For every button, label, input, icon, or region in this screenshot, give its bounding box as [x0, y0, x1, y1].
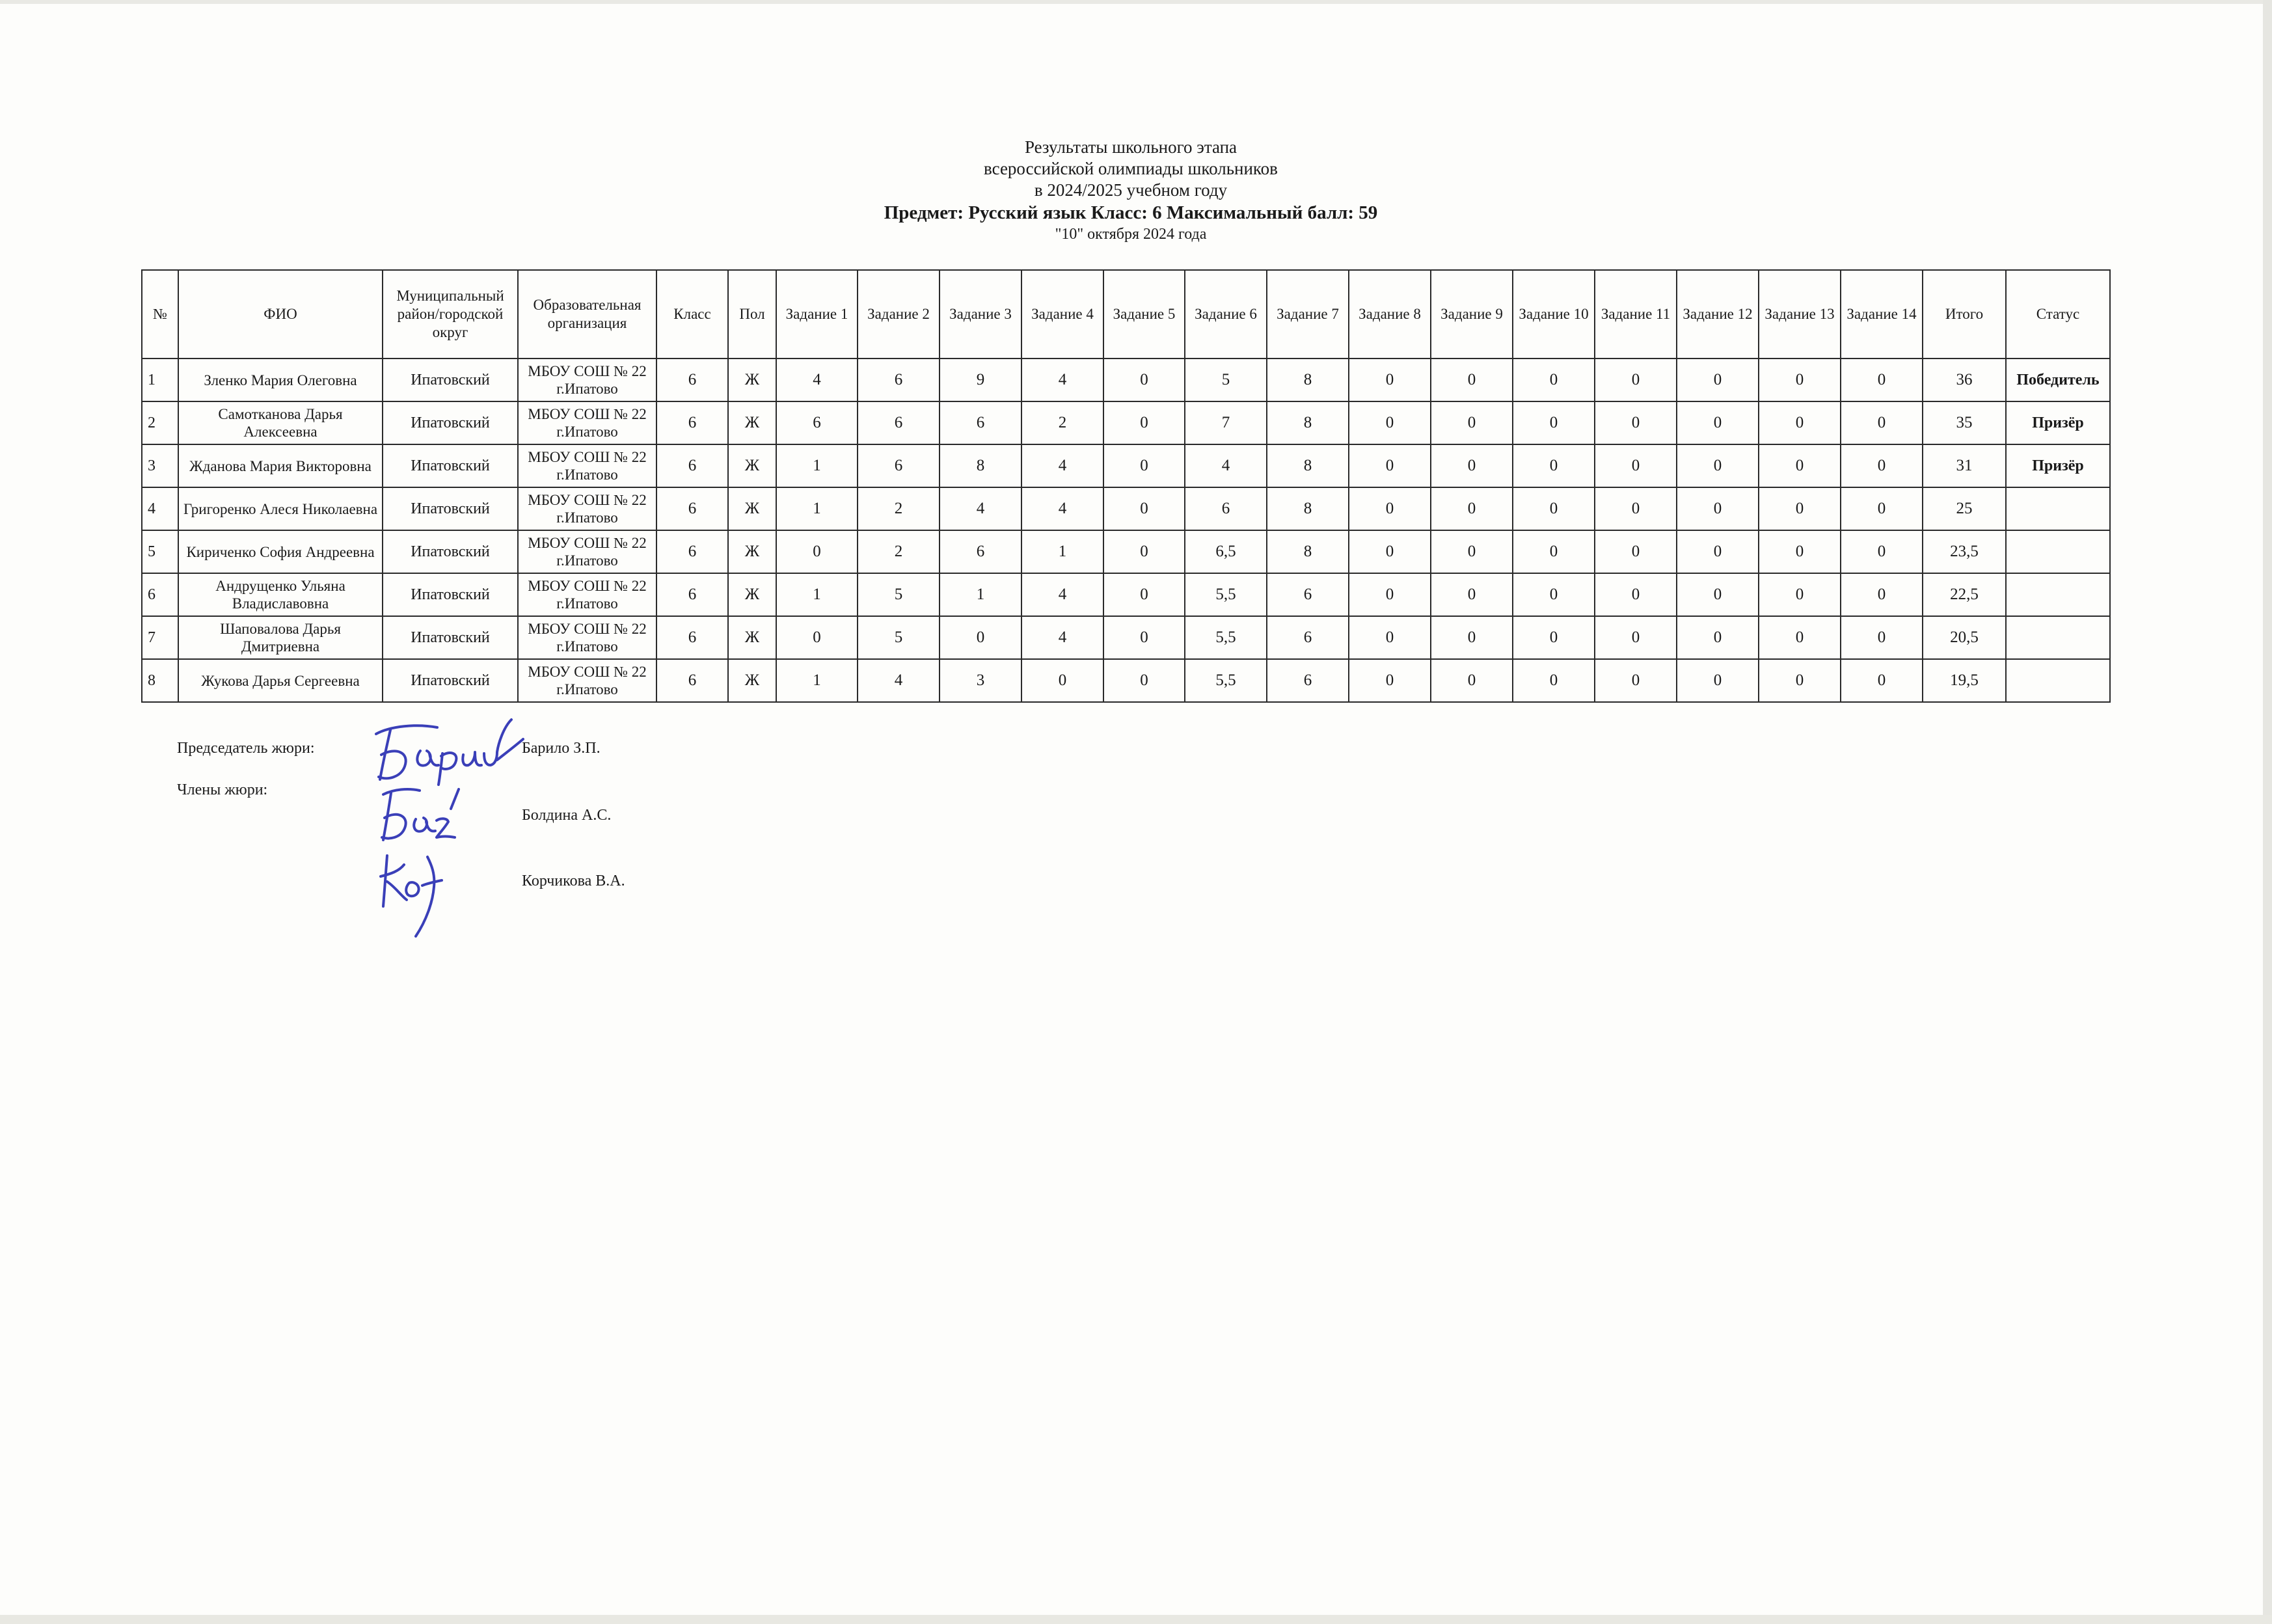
task-score-cell: 0: [1103, 487, 1185, 530]
task-score-cell: 0: [1431, 401, 1513, 444]
sex-cell: Ж: [728, 616, 776, 659]
header-line-3: в 2024/2025 учебном году: [1034, 180, 1228, 200]
task-score-cell: 6: [858, 359, 940, 401]
task-score-cell: 0: [1349, 444, 1431, 487]
task-score-cell: 6,5: [1185, 530, 1267, 573]
row-number-cell: 3: [142, 444, 178, 487]
task-score-cell: 4: [940, 487, 1021, 530]
task-score-cell: 0: [1103, 659, 1185, 702]
task-score-cell: 4: [1021, 487, 1103, 530]
sex-cell: Ж: [728, 359, 776, 401]
table-row: [142, 359, 2110, 401]
task-score-cell: 0: [1513, 401, 1595, 444]
task-score-cell: 0: [1595, 487, 1677, 530]
task-score-cell: 0: [1513, 530, 1595, 573]
task-score-cell: 0: [1513, 659, 1595, 702]
grade-cell: 6: [656, 444, 728, 487]
task-score-cell: 0: [1841, 616, 1923, 659]
column-header: ФИО: [178, 270, 383, 359]
district-cell: Ипатовский: [383, 401, 518, 444]
task-score-cell: 0: [1349, 487, 1431, 530]
task-score-cell: 0: [1431, 444, 1513, 487]
task-score-cell: 0: [1677, 444, 1759, 487]
grade-cell: 6: [656, 359, 728, 401]
row-number-cell: 4: [142, 487, 178, 530]
task-score-cell: 0: [1103, 616, 1185, 659]
task-score-cell: 0: [1103, 573, 1185, 616]
task-score-cell: 1: [940, 573, 1021, 616]
member-1-signature-icon: [374, 783, 465, 848]
organization-cell: МБОУ СОШ № 22 г.Ипатово: [518, 359, 656, 401]
jury-chair-name: Барило З.П.: [522, 740, 601, 757]
task-score-cell: 0: [1759, 659, 1841, 702]
task-score-cell: 1: [776, 487, 858, 530]
fio-cell: Зленко Мария Олеговна: [178, 359, 383, 401]
task-score-cell: 4: [1021, 573, 1103, 616]
task-score-cell: 0: [1431, 359, 1513, 401]
task-score-cell: 0: [1841, 444, 1923, 487]
task-score-cell: 0: [1677, 487, 1759, 530]
fio-cell: Жукова Дарья Сергеевна: [178, 659, 383, 702]
results-body: [142, 359, 2110, 702]
status-cell: [2006, 573, 2110, 616]
status-cell: [2006, 487, 2110, 530]
column-header: Итого: [1923, 270, 2006, 359]
task-score-cell: 0: [1431, 530, 1513, 573]
sex-cell: Ж: [728, 573, 776, 616]
total-cell: 20,5: [1923, 616, 2006, 659]
row-number-cell: 6: [142, 573, 178, 616]
fio-cell: Самотканова Дарья Алексеевна: [178, 401, 383, 444]
task-score-cell: 1: [776, 573, 858, 616]
task-score-cell: 6: [1267, 659, 1349, 702]
task-score-cell: 0: [1431, 573, 1513, 616]
column-header: Статус: [2006, 270, 2110, 359]
task-score-cell: 4: [1185, 444, 1267, 487]
table-row: [142, 573, 2110, 616]
task-score-cell: 0: [1841, 359, 1923, 401]
fio-cell: Григоренко Алеся Николаевна: [178, 487, 383, 530]
organization-cell: МБОУ СОШ № 22 г.Ипатово: [518, 659, 656, 702]
status-cell: [2006, 530, 2110, 573]
task-score-cell: 5,5: [1185, 616, 1267, 659]
table-row: [142, 487, 2110, 530]
task-score-cell: 0: [1513, 444, 1595, 487]
grade-cell: 6: [656, 530, 728, 573]
task-score-cell: 0: [1349, 573, 1431, 616]
task-score-cell: 4: [858, 659, 940, 702]
task-score-cell: 1: [1021, 530, 1103, 573]
column-header: №: [142, 270, 178, 359]
column-header: Задание 7: [1267, 270, 1349, 359]
district-cell: Ипатовский: [383, 573, 518, 616]
organization-cell: МБОУ СОШ № 22 г.Ипатово: [518, 573, 656, 616]
task-score-cell: 0: [776, 616, 858, 659]
task-score-cell: 0: [1677, 659, 1759, 702]
task-score-cell: 5,5: [1185, 573, 1267, 616]
sex-cell: Ж: [728, 487, 776, 530]
row-number-cell: 7: [142, 616, 178, 659]
organization-cell: МБОУ СОШ № 22 г.Ипатово: [518, 401, 656, 444]
column-header: Задание 9: [1431, 270, 1513, 359]
task-score-cell: 0: [1759, 573, 1841, 616]
task-score-cell: 5: [858, 616, 940, 659]
task-score-cell: 0: [1431, 659, 1513, 702]
district-cell: Ипатовский: [383, 487, 518, 530]
task-score-cell: 8: [1267, 359, 1349, 401]
task-score-cell: 0: [1513, 616, 1595, 659]
task-score-cell: 0: [1431, 616, 1513, 659]
task-score-cell: 0: [1513, 487, 1595, 530]
task-score-cell: 0: [1759, 530, 1841, 573]
task-score-cell: 0: [1677, 573, 1759, 616]
status-cell: Призёр: [2006, 444, 2110, 487]
task-score-cell: 0: [1759, 616, 1841, 659]
task-score-cell: 6: [1185, 487, 1267, 530]
task-score-cell: 2: [858, 487, 940, 530]
row-number-cell: 2: [142, 401, 178, 444]
grade-cell: 6: [656, 659, 728, 702]
status-cell: Призёр: [2006, 401, 2110, 444]
district-cell: Ипатовский: [383, 444, 518, 487]
task-score-cell: 6: [940, 401, 1021, 444]
task-score-cell: 0: [940, 616, 1021, 659]
task-score-cell: 4: [776, 359, 858, 401]
task-score-cell: 0: [1103, 530, 1185, 573]
status-cell: [2006, 659, 2110, 702]
task-score-cell: 6: [776, 401, 858, 444]
task-score-cell: 5: [858, 573, 940, 616]
column-header: Задание 13: [1759, 270, 1841, 359]
fio-cell: Кириченко София Андреевна: [178, 530, 383, 573]
grade-cell: 6: [656, 487, 728, 530]
date-line: "10" октября 2024 года: [1055, 226, 1207, 243]
column-header: Задание 1: [776, 270, 858, 359]
task-score-cell: 0: [1349, 401, 1431, 444]
task-score-cell: 8: [1267, 487, 1349, 530]
organization-cell: МБОУ СОШ № 22 г.Ипатово: [518, 530, 656, 573]
task-score-cell: 0: [1103, 359, 1185, 401]
total-cell: 31: [1923, 444, 2006, 487]
row-number-cell: 1: [142, 359, 178, 401]
task-score-cell: 0: [1841, 401, 1923, 444]
jury-member-1-name: Болдина А.С.: [522, 807, 612, 824]
district-cell: Ипатовский: [383, 530, 518, 573]
task-score-cell: 5,5: [1185, 659, 1267, 702]
task-score-cell: 0: [776, 530, 858, 573]
task-score-cell: 0: [1759, 444, 1841, 487]
column-header: Задание 5: [1103, 270, 1185, 359]
task-score-cell: 0: [1841, 573, 1923, 616]
column-header: Пол: [728, 270, 776, 359]
organization-cell: МБОУ СОШ № 22 г.Ипатово: [518, 487, 656, 530]
status-cell: [2006, 616, 2110, 659]
task-score-cell: 0: [1021, 659, 1103, 702]
task-score-cell: 6: [858, 444, 940, 487]
page-edge-right: [2263, 0, 2272, 1624]
task-score-cell: 0: [1759, 359, 1841, 401]
total-cell: 35: [1923, 401, 2006, 444]
task-score-cell: 8: [940, 444, 1021, 487]
task-score-cell: 9: [940, 359, 1021, 401]
row-number-cell: 5: [142, 530, 178, 573]
table-row: [142, 401, 2110, 444]
table-header-row: [142, 270, 2110, 359]
fio-cell: Жданова Мария Викторовна: [178, 444, 383, 487]
task-score-cell: 2: [858, 530, 940, 573]
organization-cell: МБОУ СОШ № 22 г.Ипатово: [518, 616, 656, 659]
task-score-cell: 4: [1021, 616, 1103, 659]
grade-cell: 6: [656, 616, 728, 659]
task-score-cell: 6: [1267, 573, 1349, 616]
table-row: [142, 616, 2110, 659]
task-score-cell: 0: [1513, 573, 1595, 616]
column-header: Задание 14: [1841, 270, 1923, 359]
task-score-cell: 0: [1349, 616, 1431, 659]
column-header: Задание 2: [858, 270, 940, 359]
task-score-cell: 8: [1267, 444, 1349, 487]
document-header: [805, 137, 1456, 244]
subject-line: Предмет: Русский язык Класс: 6 Максимальный балл: 59: [884, 202, 1378, 223]
task-score-cell: 0: [1103, 444, 1185, 487]
task-score-cell: 4: [1021, 359, 1103, 401]
column-header: Задание 12: [1677, 270, 1759, 359]
task-score-cell: 1: [776, 659, 858, 702]
total-cell: 36: [1923, 359, 2006, 401]
header-line-2: всероссийской олимпиады школьников: [984, 159, 1278, 178]
column-header: Задание 10: [1513, 270, 1595, 359]
task-score-cell: 0: [1103, 401, 1185, 444]
fio-cell: Шаповалова Дарья Дмитриевна: [178, 616, 383, 659]
sex-cell: Ж: [728, 659, 776, 702]
grade-cell: 6: [656, 573, 728, 616]
column-header: Класс: [656, 270, 728, 359]
column-header: Муниципальный район/городской округ: [383, 270, 518, 359]
organization-cell: МБОУ СОШ № 22 г.Ипатово: [518, 444, 656, 487]
task-score-cell: 0: [1595, 573, 1677, 616]
task-score-cell: 8: [1267, 530, 1349, 573]
fio-cell: Андрущенко Ульяна Владиславовна: [178, 573, 383, 616]
task-score-cell: 0: [1595, 530, 1677, 573]
column-header: Образовательная организация: [518, 270, 656, 359]
jury-member-2-name: Корчикова В.А.: [522, 873, 625, 889]
column-header: Задание 3: [940, 270, 1021, 359]
district-cell: Ипатовский: [383, 616, 518, 659]
task-score-cell: 4: [1021, 444, 1103, 487]
task-score-cell: 6: [858, 401, 940, 444]
total-cell: 23,5: [1923, 530, 2006, 573]
district-cell: Ипатовский: [383, 359, 518, 401]
page-edge-top: [0, 0, 2272, 4]
task-score-cell: 1: [776, 444, 858, 487]
task-score-cell: 2: [1021, 401, 1103, 444]
results-table: [141, 269, 2111, 703]
task-score-cell: 0: [1595, 401, 1677, 444]
task-score-cell: 0: [1595, 659, 1677, 702]
task-score-cell: 0: [1677, 359, 1759, 401]
district-cell: Ипатовский: [383, 659, 518, 702]
column-header: Задание 4: [1021, 270, 1103, 359]
sex-cell: Ж: [728, 401, 776, 444]
task-score-cell: 0: [1841, 487, 1923, 530]
grade-cell: 6: [656, 401, 728, 444]
jury-members-label: Члены жюри:: [177, 781, 268, 798]
table-row: [142, 444, 2110, 487]
sex-cell: Ж: [728, 530, 776, 573]
column-header: Задание 8: [1349, 270, 1431, 359]
task-score-cell: 0: [1513, 359, 1595, 401]
task-score-cell: 0: [1677, 530, 1759, 573]
task-score-cell: 0: [1677, 616, 1759, 659]
total-cell: 19,5: [1923, 659, 2006, 702]
column-header: Задание 11: [1595, 270, 1677, 359]
task-score-cell: 0: [1841, 530, 1923, 573]
task-score-cell: 0: [1759, 401, 1841, 444]
column-header: Задание 6: [1185, 270, 1267, 359]
task-score-cell: 0: [1349, 659, 1431, 702]
row-number-cell: 8: [142, 659, 178, 702]
task-score-cell: 8: [1267, 401, 1349, 444]
task-score-cell: 0: [1759, 487, 1841, 530]
task-score-cell: 3: [940, 659, 1021, 702]
task-score-cell: 0: [1677, 401, 1759, 444]
task-score-cell: 0: [1595, 444, 1677, 487]
table-row: [142, 530, 2110, 573]
task-score-cell: 7: [1185, 401, 1267, 444]
chair-signature-icon: [364, 714, 527, 786]
jury-chair-label: Председатель жюри:: [177, 740, 315, 757]
total-cell: 22,5: [1923, 573, 2006, 616]
total-cell: 25: [1923, 487, 2006, 530]
task-score-cell: 0: [1349, 530, 1431, 573]
task-score-cell: 0: [1595, 616, 1677, 659]
status-cell: Победитель: [2006, 359, 2110, 401]
task-score-cell: 0: [1841, 659, 1923, 702]
task-score-cell: 6: [1267, 616, 1349, 659]
task-score-cell: 6: [940, 530, 1021, 573]
task-score-cell: 0: [1595, 359, 1677, 401]
sex-cell: Ж: [728, 444, 776, 487]
page-edge-bottom: [0, 1615, 2272, 1624]
table-row: [142, 659, 2110, 702]
member-2-signature-icon: [368, 848, 459, 939]
header-line-1: Результаты школьного этапа: [1024, 137, 1237, 157]
task-score-cell: 0: [1431, 487, 1513, 530]
task-score-cell: 5: [1185, 359, 1267, 401]
task-score-cell: 0: [1349, 359, 1431, 401]
